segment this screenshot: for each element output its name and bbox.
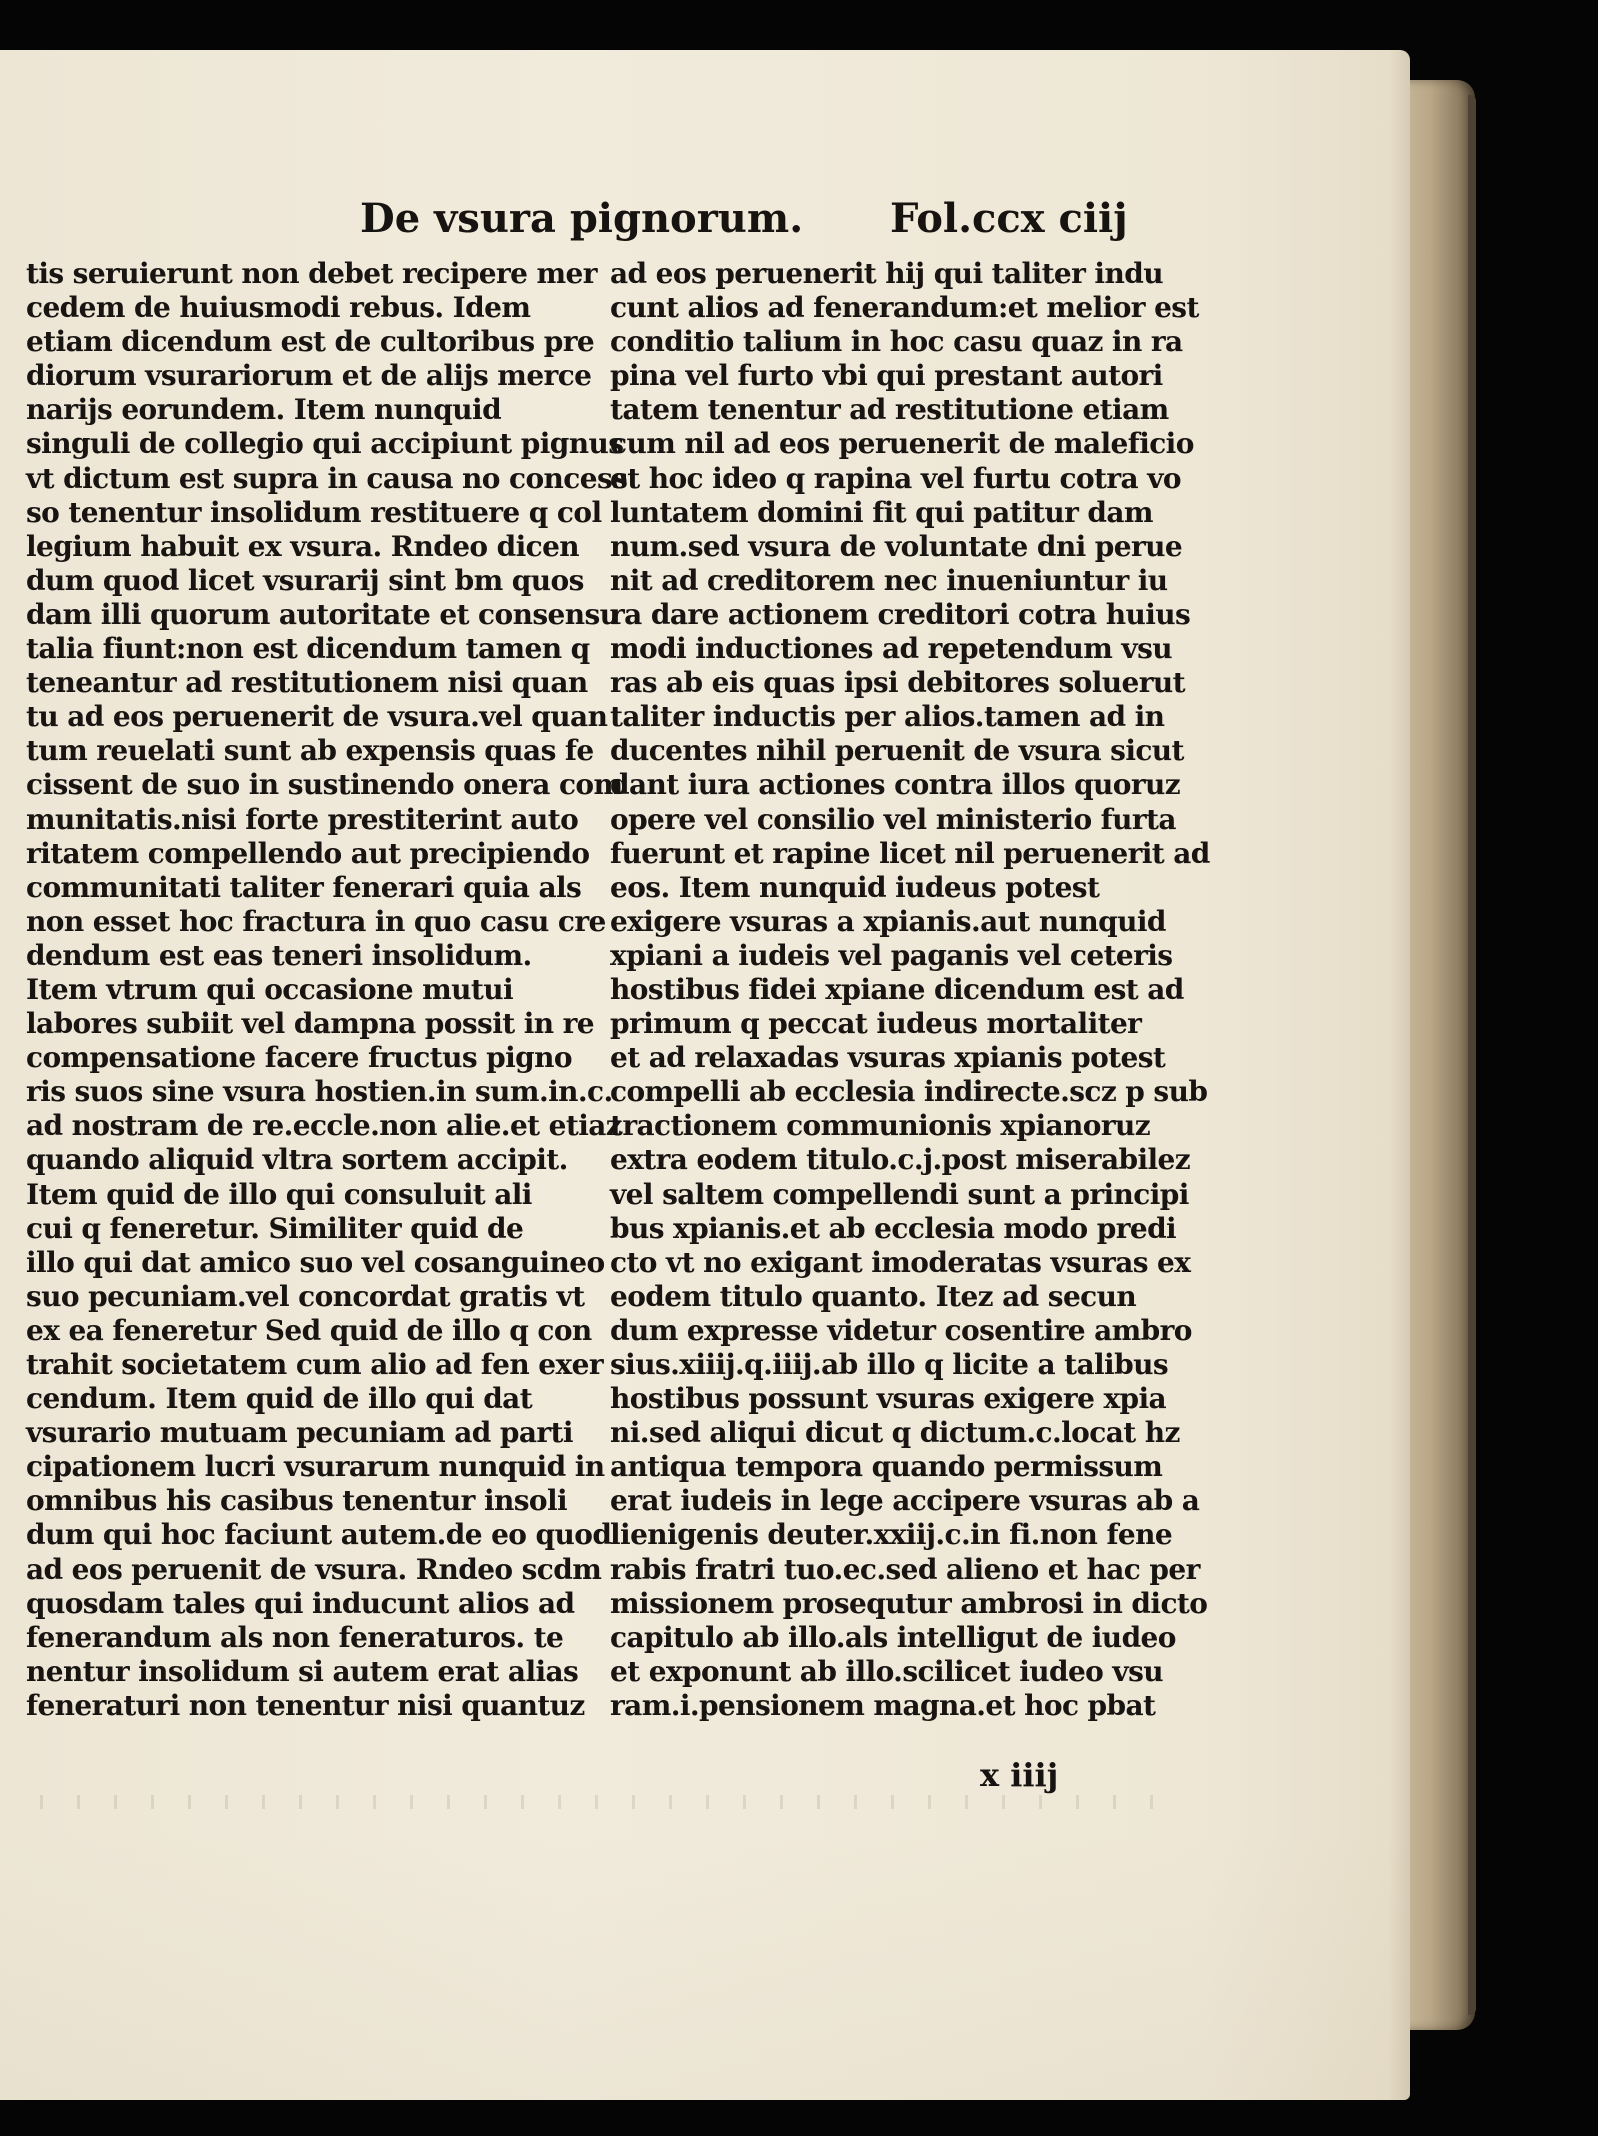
text-line: ex ea feneretur Sed quid de illo q con [26,1313,592,1347]
text-line: antiqua tempora quando permissum [610,1450,1163,1484]
text-line: Item quid de illo qui consuluit ali [26,1177,532,1211]
text-line: modi inductiones ad repetendum vsu [610,632,1173,666]
left-text-column [26,257,628,1723]
text-line: dum expresse videtur cosentire ambro [610,1313,1192,1347]
text-line: dant iura actiones contra illos quoruz [610,768,1181,802]
text-line: communitati taliter fenerari quia als [26,870,582,904]
text-line: dum qui hoc faciunt autem.de eo quod [26,1518,612,1552]
text-line: cunt alios ad fenerandum:et melior est [610,291,1199,325]
text-line: tatem tenentur ad restitutione etiam [610,393,1169,427]
text-line: num.sed vsura de voluntate dni perue [610,529,1183,563]
text-line: vel saltem compellendi sunt a principi [610,1177,1189,1211]
text-line: ad eos peruenit de vsura. Rndeo scdm [26,1552,602,1586]
text-line: teneantur ad restitutionem nisi quan [26,666,588,700]
text-line: cissent de suo in sustinendo onera com [26,768,623,802]
page-bottom-speckle [40,1795,1160,1809]
text-line: legium habuit ex vsura. Rndeo dicen [26,529,580,563]
text-line: pina vel furto vbi qui prestant autori [610,359,1163,393]
text-line: opere vel consilio vel ministerio furta [610,802,1176,836]
text-line: quando aliquid vltra sortem accipit. [26,1143,568,1177]
text-line: ducentes nihil peruenit de vsura sicut [610,734,1184,768]
text-line: ras ab eis quas ipsi debitores soluerut [610,666,1185,700]
text-line: rabis fratri tuo.ec.sed alieno et hac per [610,1552,1200,1586]
text-line: et hoc ideo q rapina vel furtu cotra vo [610,461,1181,495]
text-line: trahit societatem cum alio ad fen exer [26,1348,603,1381]
text-line: primum q peccat iudeus mortaliter [610,1007,1142,1041]
binding-edge [1468,95,1476,2015]
text-line: missionem prosequtur ambrosi in dicto [610,1586,1208,1620]
text-line: nentur insolidum si autem erat alias [26,1654,579,1688]
text-line: eos. Item nunquid iudeus potest [610,870,1100,904]
text-line: fenerandum als non feneraturos. te [26,1620,564,1654]
text-line: eodem titulo quanto. Itez ad secun [610,1279,1137,1313]
text-line: hostibus possunt vsuras exigere xpia [610,1382,1167,1416]
text-line: ritatem compellendo aut precipiendo [26,836,590,870]
text-line: ad nostram de re.eccle.non alie.et etiaz [26,1109,622,1143]
text-line: conditio talium in hoc casu quaz in ra [610,325,1183,359]
text-line: tu ad eos peruenerit de vsura.vel quan [26,700,608,734]
text-line: cum nil ad eos peruenerit de maleficio [610,427,1194,461]
text-line: dendum est eas teneri insolidum. [26,938,532,972]
text-line: cto vt no exigant imoderatas vsuras ex [610,1245,1191,1279]
text-line: talia fiunt:non est dicendum tamen q [26,632,590,666]
text-line: quosdam tales qui inducunt alios ad [26,1586,575,1620]
text-line: ni.sed aliqui dicut q dictum.c.locat hz [610,1416,1180,1450]
text-line: labores subiit vel dampna possit in re [26,1007,595,1041]
text-line: ad eos peruenerit hij qui taliter indu [610,257,1163,290]
text-line: ra dare actionem creditori cotra huius [610,597,1191,631]
signature-mark: x iiij [980,1756,1059,1794]
text-line: taliter inductis per alios.tamen ad in [610,700,1165,734]
text-line: et exponunt ab illo.scilicet iudeo vsu [610,1654,1163,1688]
text-line: dam illi quorum autoritate et consensu [26,597,620,631]
running-head [360,195,1128,245]
text-line: cendum. Item quid de illo qui dat [26,1382,533,1416]
text-line: exigere vsuras a xpianis.aut nunquid [610,904,1166,938]
text-line: illo qui dat amico suo vel cosanguineo [26,1245,605,1279]
text-line: tis seruierunt non debet recipere mer [26,257,597,290]
text-line: hostibus fidei xpiane dicendum est ad [610,972,1184,1006]
right-text-column [610,257,1210,1723]
text-line: so tenentur insolidum restituere q col [26,495,602,529]
text-line: nit ad creditorem nec inueniuntur iu [610,563,1168,597]
text-line: lienigenis deuter.xxiij.c.in fi.non fene [610,1518,1173,1552]
text-line: ram.i.pensionem magna.et hoc pbat [610,1688,1156,1722]
text-line: extra eodem titulo.c.j.post miserabilez [610,1143,1191,1177]
text-line: etiam dicendum est de cultoribus pre [26,325,595,359]
text-line: omnibus his casibus tenentur insoli [26,1484,568,1518]
text-line: bus xpianis.et ab ecclesia modo predi [610,1211,1177,1245]
text-line: xpiani a iudeis vel paganis vel ceteris [610,938,1173,972]
text-line: cui q feneretur. Similiter quid de [26,1211,524,1245]
text-line: diorum vsurariorum et de alijs merce [26,359,592,393]
text-line: cipationem lucri vsurarum nunquid in [26,1450,605,1484]
blank-page-area [0,1830,1410,2100]
text-line: suo pecuniam.vel concordat gratis vt [26,1279,585,1313]
text-line: feneraturi non tenentur nisi quantuz [26,1688,585,1722]
text-line: tractionem communionis xpianoruz [610,1109,1151,1143]
text-line: et ad relaxadas vsuras xpianis potest [610,1041,1166,1075]
text-line: luntatem domini fit qui patitur dam [610,495,1153,529]
text-line: vsurario mutuam pecuniam ad parti [26,1416,573,1450]
text-line: compelli ab ecclesia indirecte.scz p sub [610,1075,1208,1109]
printed-page [0,50,1410,2100]
text-line: non esset hoc fractura in quo casu cre [26,904,606,938]
text-line: compensatione facere fructus pigno [26,1041,572,1075]
text-line: vt dictum est supra in causa no concess [26,461,628,495]
text-line: fuerunt et rapine licet nil peruenerit ad [610,836,1210,870]
folio-number: Fol.ccx ciij [890,195,1128,242]
text-line: munitatis.nisi forte prestiterint auto [26,802,579,836]
text-line: dum quod licet vsurarij sint bm quos [26,563,584,597]
text-line: sius.xiiij.q.iiij.ab illo q licite a talibus [610,1348,1168,1381]
text-line: erat iudeis in lege accipere vsuras ab a [610,1484,1200,1518]
text-line: singuli de collegio qui accipiunt pignus [26,427,624,461]
text-line: narijs eorundem. Item nunquid [26,393,502,427]
text-line: Item vtrum qui occasione mutui [26,972,514,1006]
running-title: De vsura pignorum. [360,195,804,242]
text-line: ris suos sine vsura hostien.in sum.in.c. [26,1075,613,1109]
text-line: capitulo ab illo.als intelligut de iudeo [610,1620,1176,1654]
text-line: cedem de huiusmodi rebus. Idem [26,291,531,325]
text-line: tum reuelati sunt ab expensis quas fe [26,734,594,768]
